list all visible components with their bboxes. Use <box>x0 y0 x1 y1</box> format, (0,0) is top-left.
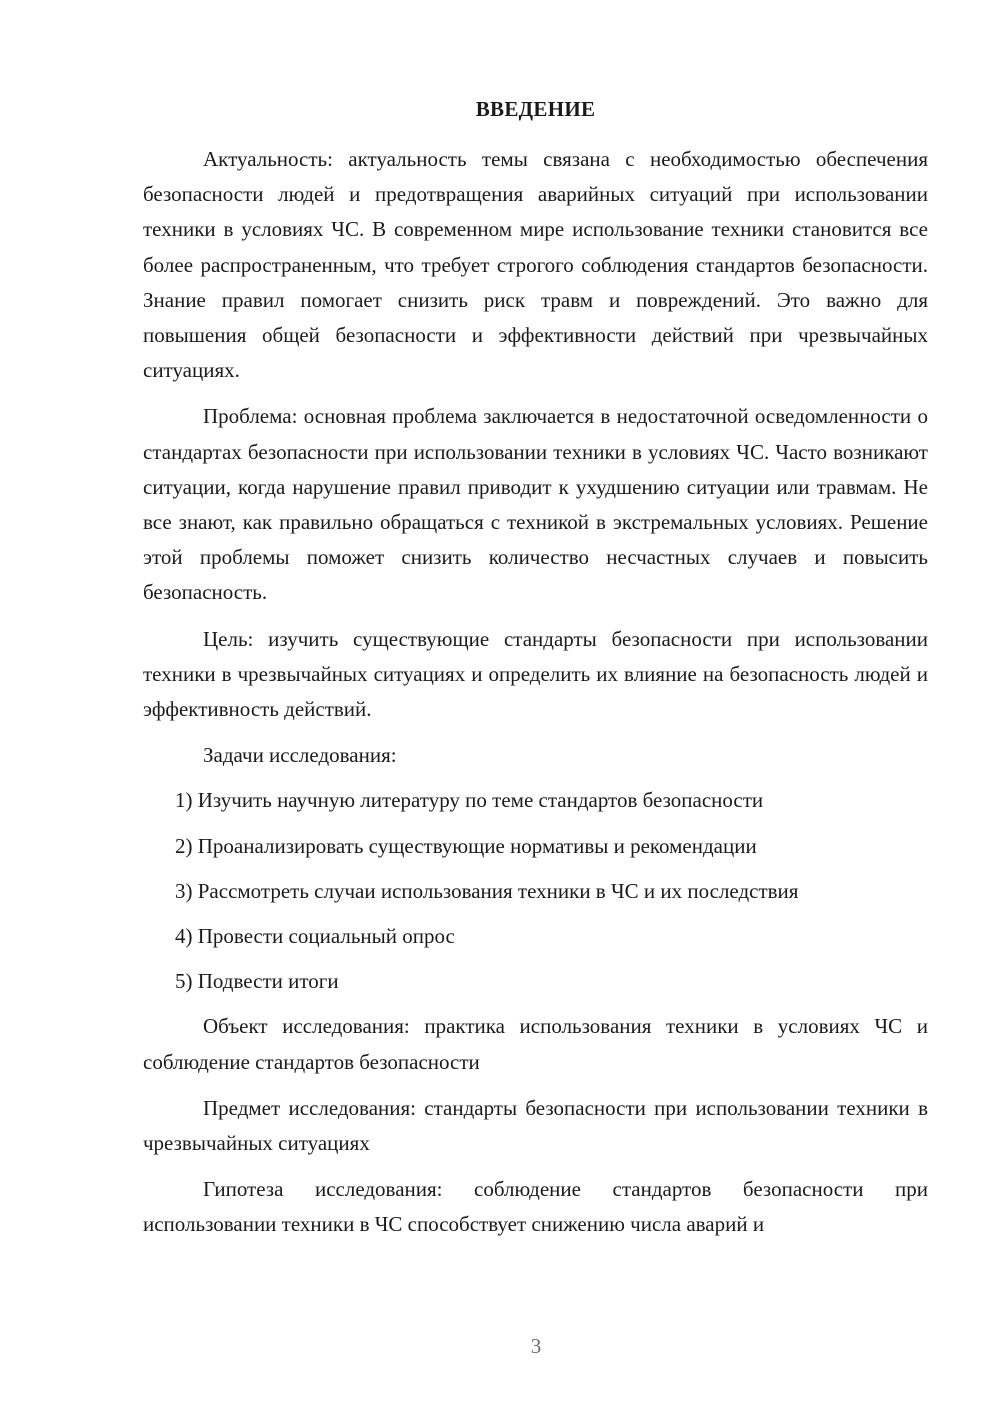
subject-paragraph: Предмет исследования: стандарты безопасности при использовании техники в чрезвычайных ситуациях <box>143 1095 928 1156</box>
tasks-heading: Задачи исследования: <box>203 743 397 768</box>
task-list <box>143 783 928 999</box>
task-item: 2) Проанализировать существующие нормативы и рекомендации <box>175 833 757 858</box>
problem-paragraph: Проблема: основная проблема заключается в недостаточной осведомленности о стандартах безопасности при использовании техники в условиях ЧС. Часто возникают ситуации, когда нарушение правил приводит к ухудшению ситуации или травмам. Не все знают, как правильно обращаться с техникой в экстремальных условиях. Решение этой проблемы поможет снизить количество несчастных случаев и повысить безопасность. <box>143 404 928 605</box>
task-item: 1) Изучить научную литературу по теме стандартов безопасности <box>175 788 764 813</box>
goal-paragraph: Цель: изучить существующие стандарты безопасности при использовании техники в чрезвычайных ситуациях и определить их влияние на безопасность людей и эффективность действий. <box>143 626 928 722</box>
task-item: 4) Провести социальный опрос <box>175 924 455 949</box>
page-content <box>143 92 928 1243</box>
page-number: 3 <box>530 1334 542 1358</box>
relevance-paragraph: Актуальность: актуальность темы связана с необходимостью обеспечения безопасности людей и предотвращения аварийных ситуаций при использовании техники в условиях ЧС. В современном мире использование техники становится все более распространенным, что требует строгого соблюдения стандартов безопасности. Знание правил помогает снизить риск травм и повреждений. Это важно для повышения общей безопасности и эффективности действий при чрезвычайных ситуациях. <box>143 147 928 383</box>
task-item: 3) Рассмотреть случаи использования техники в ЧС и их последствия <box>175 878 799 903</box>
hypothesis-paragraph: Гипотеза исследования: соблюдение стандартов безопасности при использовании техники в ЧС способствует снижению числа аварий и <box>143 1177 928 1237</box>
task-item: 5) Подвести итоги <box>175 969 339 994</box>
section-title: ВВЕДЕНИЕ <box>475 97 596 121</box>
object-paragraph: Объект исследования: практика использования техники в условиях ЧС и соблюдение стандартов безопасности <box>143 1014 928 1074</box>
